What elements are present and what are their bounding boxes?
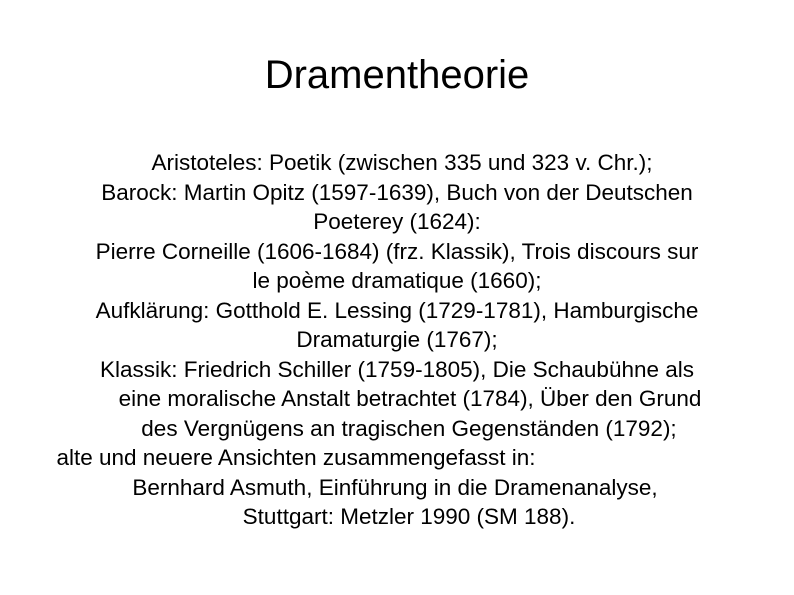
body-line-asmuth: Bernhard Asmuth, Einführung in die Dramenanalyse, [132,474,658,500]
body-line-poeterey: Poeterey (1624): [313,209,481,234]
slide-body [0,148,794,532]
body-line-aristoteles: Aristoteles: Poetik (zwischen 335 und 323 v. Chr.); [151,150,653,175]
body-line-klassik: Klassik: Friedrich Schiller (1759-1805), Die Schaubühne als [99,356,695,382]
body-line-vergnuegen: des Vergnügens an tragischen Gegenständen (1792); [141,415,677,441]
body-line-barock: Barock: Martin Opitz (1597-1639), Buch von der Deutschen [101,179,693,205]
body-line-anstalt: eine moralische Anstalt betrachtet (1784), Über den Grund [118,386,702,411]
body-line-aufklaerung: Aufklärung: Gotthold E. Lessing (1729-1781), Hamburgische [95,297,699,323]
body-line-ansichten: alte und neuere Ansichten zusammengefasst in: [56,445,536,470]
slide-title: Dramentheorie [264,53,530,97]
body-line-stuttgart: Stuttgart: Metzler 1990 (SM 188). [242,504,576,529]
body-line-corneille: Pierre Corneille (1606-1684) (frz. Klassik), Trois discours sur [95,238,699,264]
body-line-poeme: le poème dramatique (1660); [252,268,542,293]
body-line-dramaturgie: Dramaturgie (1767); [296,327,498,352]
